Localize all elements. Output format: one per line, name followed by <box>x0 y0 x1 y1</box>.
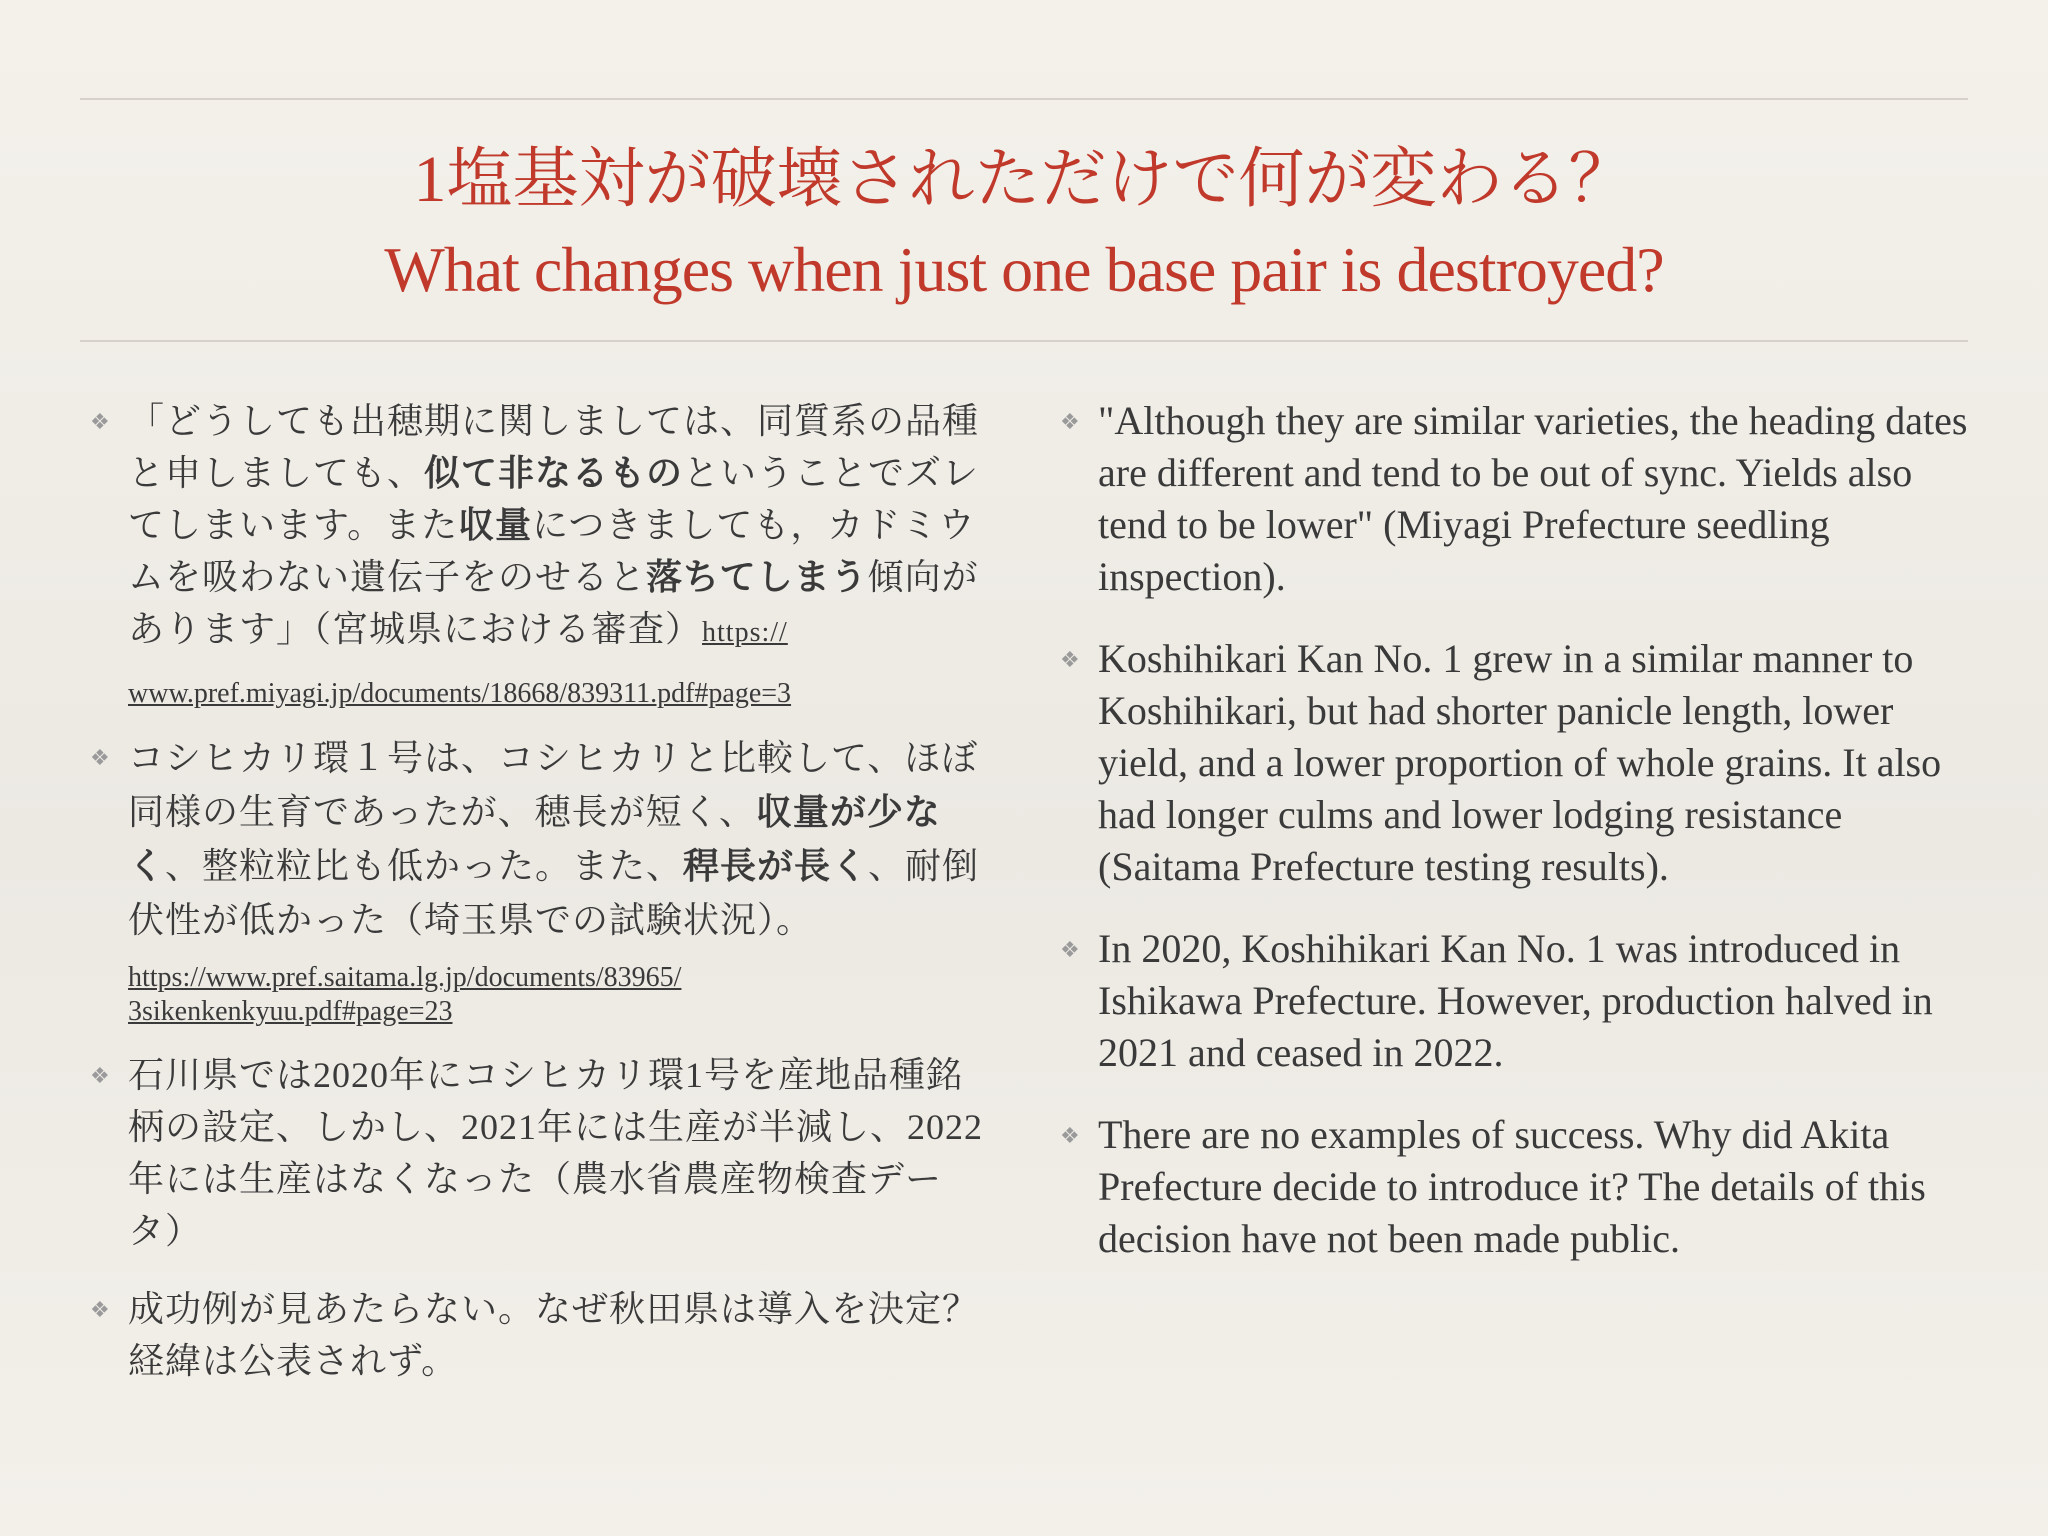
bullet-icon: ❖ <box>1060 1123 1080 1148</box>
slide-title-japanese: 1塩基対が破壊されただけで何が変わる？ <box>413 143 1635 216</box>
bullet-text: "Although they are similar varieties, the heading dates are different and tend to be out of sync. Yields also tend to be lower" (Miyagi Prefecture seedling inspection). <box>1098 398 1968 599</box>
list-item <box>90 731 990 1029</box>
right-column-english <box>1060 395 1980 1265</box>
miyagi-link-start[interactable]: https:// <box>702 617 788 648</box>
bullet-icon: ❖ <box>90 745 110 770</box>
list-item <box>1060 1109 1980 1265</box>
miyagi-link[interactable]: www.pref.miyagi.jp/documents/18668/839311.pdf#page=3 <box>128 678 792 709</box>
list-item <box>1060 923 1980 1079</box>
emphasis: 収量 <box>458 505 533 545</box>
bullet-text: 石川県では2020年にコシヒカリ環1号を産地品種銘柄の設定、しかし、2021年には生産が半減し、2022年には生産はなくなった（農水省農産物検査データ） <box>128 1055 984 1251</box>
list-item <box>1060 633 1980 893</box>
list-item <box>90 1049 990 1257</box>
bullet-text: There are no examples of success. Why did Akita Prefecture decide to introduce it? The details of this decision have not been made public. <box>1098 1112 1926 1261</box>
title-divider <box>80 340 1968 342</box>
slide-title-english: What changes when just one base pair is destroyed? <box>384 234 1664 305</box>
bullet-text: In 2020, Koshihikari Kan No. 1 was introduced in Ishikawa Prefecture. However, production halved in 2021 and ceased in 2022. <box>1098 926 1933 1075</box>
left-column-japanese <box>90 395 1017 1387</box>
top-divider <box>80 98 1968 100</box>
bullet-text: 成功例が見あたらない。なぜ秋田県は導入を決定？ 経緯は公表されず。 <box>128 1289 1017 1381</box>
emphasis: 収量が少なく <box>128 792 941 886</box>
bullet-icon: ❖ <box>1060 647 1080 672</box>
emphasis: 似て非なるもの <box>424 453 684 493</box>
list-item <box>1060 395 1980 603</box>
emphasis: 稈長が長く <box>683 846 869 886</box>
emphasis: 落ちてしまう <box>646 557 868 597</box>
list-item <box>90 1283 1017 1387</box>
bullet-icon: ❖ <box>90 1297 110 1322</box>
saitama-link[interactable]: https://www.pref.saitama.lg.jp/documents/83965/ 3sikenkenkyuu.pdf#page=23 <box>128 962 682 1027</box>
bullet-text: コシヒカリ環１号は、コシヒカリと比較して、ほぼ同様の生育であったが、穂長が短く、収量が少なく、整粒粒比も低かった。また、稈長が長く、耐倒伏性が低かった（埼玉県での試験状況）。 <box>128 738 980 940</box>
bullet-icon: ❖ <box>1060 409 1080 434</box>
bullet-icon: ❖ <box>1060 937 1080 962</box>
bullet-text: 「どうしても出穂期に関しましては、同質系の品種と申しましても、似て非なるものということでズレてしまいます。また収量につきましても，カドミウムを吸わない遺伝子をのせると落ちてしまう傾向があります」（宮城県における審査）https:// <box>128 401 980 649</box>
bullet-icon: ❖ <box>90 1063 110 1088</box>
list-item <box>90 395 990 711</box>
bullet-icon: ❖ <box>90 409 110 434</box>
bullet-text: Koshihikari Kan No. 1 grew in a similar manner to Koshihikari, but had shorter panicle length, lower yield, and a lower proportion of whole grains. It also had longer culms and lower lodging resistance (Saitama Prefecture testing results). <box>1098 636 1942 889</box>
